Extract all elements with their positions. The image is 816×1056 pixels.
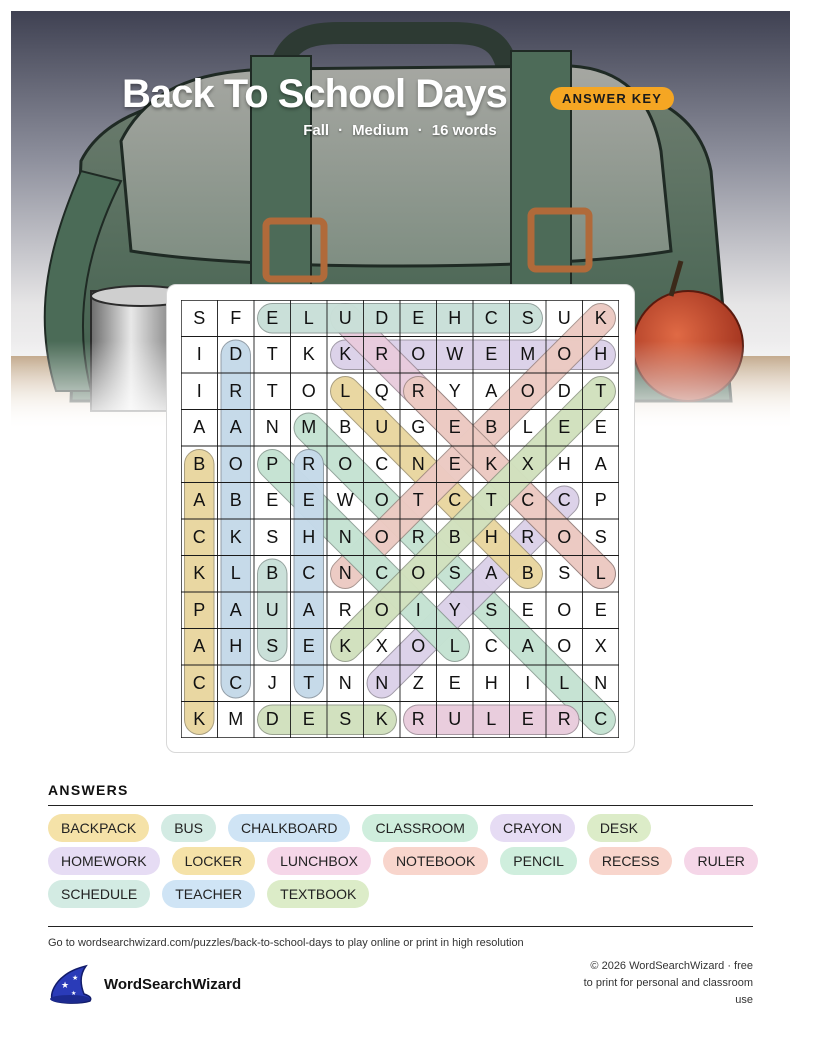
answer-chip-desk: DESK: [587, 814, 651, 842]
grid-cell: O: [411, 563, 426, 584]
grid-cell: L: [559, 672, 570, 693]
grid-cell: E: [448, 453, 461, 474]
grid-cell: O: [374, 599, 389, 620]
grid-cell: I: [525, 672, 531, 693]
grid-cell: L: [340, 380, 351, 401]
grid-cell: B: [448, 526, 461, 547]
answer-chip-bus: BUS: [161, 814, 216, 842]
answer-chip-teacher: TEACHER: [162, 880, 255, 908]
svg-text:★: ★: [71, 990, 77, 997]
meta-separator: ·: [338, 122, 344, 139]
grid-cell: N: [338, 526, 352, 547]
meta-separator: ·: [417, 122, 423, 139]
grid-cell: T: [412, 490, 424, 511]
answer-chip-recess: RECESS: [589, 847, 673, 875]
grid-cell: O: [374, 526, 389, 547]
answer-key-badge: ANSWER KEY: [550, 87, 674, 110]
grid-cell: A: [485, 380, 498, 401]
grid-cell: P: [594, 490, 607, 511]
grid-cell: R: [375, 344, 389, 365]
grid-cell: W: [336, 490, 354, 511]
grid-cell: C: [302, 563, 316, 584]
grid-cell: K: [302, 344, 315, 365]
grid-cell: S: [266, 636, 279, 657]
grid-cell: X: [521, 453, 534, 474]
answer-chip-notebook: NOTEBOOK: [383, 847, 488, 875]
grid-cell: G: [411, 417, 426, 438]
grid-cell: E: [302, 709, 315, 730]
grid-cell: B: [229, 490, 242, 511]
answer-chip-locker: LOCKER: [172, 847, 256, 875]
brand: [46, 964, 241, 1004]
grid-cell: H: [594, 344, 608, 365]
grid-cell: B: [266, 563, 279, 584]
answer-chip-ruler: RULER: [684, 847, 757, 875]
grid-cell: U: [375, 417, 389, 438]
grid-cell: L: [522, 417, 533, 438]
grid-cell: S: [448, 563, 461, 584]
grid-cell: K: [229, 526, 242, 547]
grid-cell: T: [303, 672, 315, 693]
grid-cell: Q: [374, 380, 389, 401]
grid-cell: I: [196, 344, 202, 365]
grid-cell: E: [302, 490, 315, 511]
grid-cell: R: [229, 380, 243, 401]
grid-cell: K: [485, 453, 498, 474]
grid-cell: X: [375, 636, 388, 657]
grid-cell: S: [594, 526, 607, 547]
grid-cell: P: [266, 453, 279, 474]
title-row: [0, 72, 816, 122]
grid-cell: O: [338, 453, 353, 474]
grid-cell: Y: [448, 599, 461, 620]
answers-list: [48, 814, 758, 908]
grid-cell: J: [267, 672, 277, 693]
grid-cell: C: [192, 526, 206, 547]
grid-cell: B: [339, 417, 352, 438]
grid-cell: C: [448, 490, 462, 511]
grid-cell: E: [266, 490, 279, 511]
svg-text:★: ★: [61, 981, 70, 991]
grid-cell: O: [557, 344, 572, 365]
grid-cell: C: [594, 709, 608, 730]
grid-cell: L: [595, 563, 606, 584]
answer-chip-lunchbox: LUNCHBOX: [267, 847, 371, 875]
grid-cell: F: [230, 307, 242, 328]
grid-cell: O: [228, 453, 243, 474]
wizard-hat-icon: [46, 964, 94, 1004]
grid-cell: R: [338, 599, 352, 620]
grid-cell: O: [557, 599, 572, 620]
grid-cell: K: [594, 307, 607, 328]
grid-cell: R: [411, 380, 425, 401]
grid-cell: N: [338, 672, 352, 693]
grid-cell: Y: [448, 380, 461, 401]
grid-cell: E: [448, 417, 461, 438]
grid-cell: N: [375, 672, 389, 693]
grid-cell: A: [594, 453, 607, 474]
grid-cell: E: [594, 599, 607, 620]
grid-cell: E: [266, 307, 279, 328]
grid-cell: R: [411, 526, 425, 547]
grid-cell: B: [485, 417, 498, 438]
grid-cell: O: [557, 636, 572, 657]
grid-cell: C: [375, 563, 389, 584]
grid-cell: L: [230, 563, 241, 584]
grid-cell: E: [485, 344, 498, 365]
grid-cell: N: [411, 453, 425, 474]
grid-cell: N: [594, 672, 608, 693]
grid-cell: M: [228, 709, 244, 730]
grid-cell: E: [302, 636, 315, 657]
grid-cell: E: [558, 417, 571, 438]
grid-cell: H: [557, 453, 571, 474]
grid-cell: I: [415, 599, 421, 620]
grid-cell: C: [484, 307, 498, 328]
grid-cell: C: [557, 490, 571, 511]
grid-cell: B: [521, 563, 534, 584]
answer-chip-chalkboard: CHALKBOARD: [228, 814, 350, 842]
grid-cell: H: [484, 672, 498, 693]
grid-cell: R: [302, 453, 316, 474]
grid-cell: W: [446, 344, 464, 365]
grid-cell: S: [193, 307, 206, 328]
copyright-text: © 2026 WordSearchWizard · free to print for personal and classroom use: [583, 960, 753, 1006]
answer-chip-homework: HOMEWORK: [48, 847, 160, 875]
answer-chip-crayon: CRAYON: [490, 814, 575, 842]
grid-cell: K: [375, 709, 388, 730]
grid-cell: A: [229, 599, 242, 620]
answer-chip-schedule: SCHEDULE: [48, 880, 150, 908]
grid-cell: S: [339, 709, 352, 730]
grid-cell: N: [338, 563, 352, 584]
grid-cell: M: [301, 417, 317, 438]
grid-cell: E: [412, 307, 425, 328]
grid-cell: U: [557, 307, 571, 328]
footer-link-text: Go to wordsearchwizard.com/puzzles/back-to-school-days to play online or print in high resolution: [48, 937, 524, 949]
grid-cell: O: [411, 636, 426, 657]
grid-cell: D: [375, 307, 389, 328]
grid-cell: L: [449, 636, 460, 657]
grid-cell: T: [595, 380, 607, 401]
theme-label: Fall: [303, 122, 330, 139]
difficulty-label: Medium: [352, 122, 409, 139]
grid-cell: L: [303, 307, 314, 328]
grid-cell: C: [484, 636, 498, 657]
grid-cell: A: [229, 417, 242, 438]
answer-chip-classroom: CLASSROOM: [362, 814, 477, 842]
grid-cell: E: [594, 417, 607, 438]
grid-cell: O: [301, 380, 316, 401]
grid-cell: X: [594, 636, 607, 657]
puzzle-grid: [181, 300, 619, 738]
grid-cell: A: [193, 417, 206, 438]
grid-cell: S: [521, 307, 534, 328]
grid-cell: U: [338, 307, 352, 328]
grid-cell: Z: [412, 672, 424, 693]
answers-heading: ANSWERS: [48, 782, 129, 798]
grid-cell: H: [302, 526, 316, 547]
grid-cell: A: [302, 599, 315, 620]
grid-cell: D: [229, 344, 243, 365]
grid-cell: O: [520, 380, 535, 401]
answer-chip-pencil: PENCIL: [500, 847, 577, 875]
answer-chip-textbook: TEXTBOOK: [267, 880, 369, 908]
grid-cell: U: [448, 709, 462, 730]
grid-cell: N: [265, 417, 279, 438]
grid-cell: R: [557, 709, 571, 730]
grid-cell: O: [557, 526, 572, 547]
grid-cell: A: [521, 636, 534, 657]
grid-cell: D: [265, 709, 279, 730]
grid-cell: C: [375, 453, 389, 474]
grid-cell: K: [339, 636, 352, 657]
grid-letters: [181, 300, 619, 738]
grid-cell: H: [484, 526, 498, 547]
grid-cell: C: [521, 490, 535, 511]
grid-cell: R: [411, 709, 425, 730]
svg-text:★: ★: [72, 974, 79, 982]
grid-cell: O: [374, 490, 389, 511]
grid-cell: S: [485, 599, 498, 620]
grid-cell: K: [193, 563, 206, 584]
grid-cell: U: [265, 599, 279, 620]
grid-cell: K: [339, 344, 352, 365]
footer-divider: [48, 926, 753, 927]
brand-name: WordSearchWizard: [104, 975, 242, 993]
grid-cell: S: [558, 563, 571, 584]
grid-cell: T: [485, 490, 497, 511]
grid-cell: E: [521, 709, 534, 730]
grid-cell: E: [448, 672, 461, 693]
grid-cell: C: [229, 672, 243, 693]
grid-cell: I: [196, 380, 202, 401]
grid-cell: B: [193, 453, 206, 474]
grid-cell: D: [557, 380, 571, 401]
grid-cell: C: [192, 672, 206, 693]
grid-cell: M: [520, 344, 536, 365]
grid-cell: K: [193, 709, 206, 730]
grid-cell: T: [266, 344, 278, 365]
grid-cell: H: [448, 307, 462, 328]
puzzle-meta: [0, 122, 800, 139]
answer-chip-backpack: BACKPACK: [48, 814, 149, 842]
grid-cell: R: [521, 526, 535, 547]
grid-cell: S: [266, 526, 279, 547]
word-count-label: 16 words: [431, 122, 497, 139]
grid-cell: L: [486, 709, 497, 730]
grid-cell: E: [521, 599, 534, 620]
page-title: Back To School Days: [122, 72, 507, 116]
grid-cell: P: [193, 599, 206, 620]
grid-cell: O: [411, 344, 426, 365]
grid-cell: A: [193, 490, 206, 511]
grid-cell: A: [193, 636, 206, 657]
answers-divider: [48, 805, 753, 806]
grid-cell: T: [266, 380, 278, 401]
grid-cell: H: [229, 636, 243, 657]
grid-cell: A: [485, 563, 498, 584]
